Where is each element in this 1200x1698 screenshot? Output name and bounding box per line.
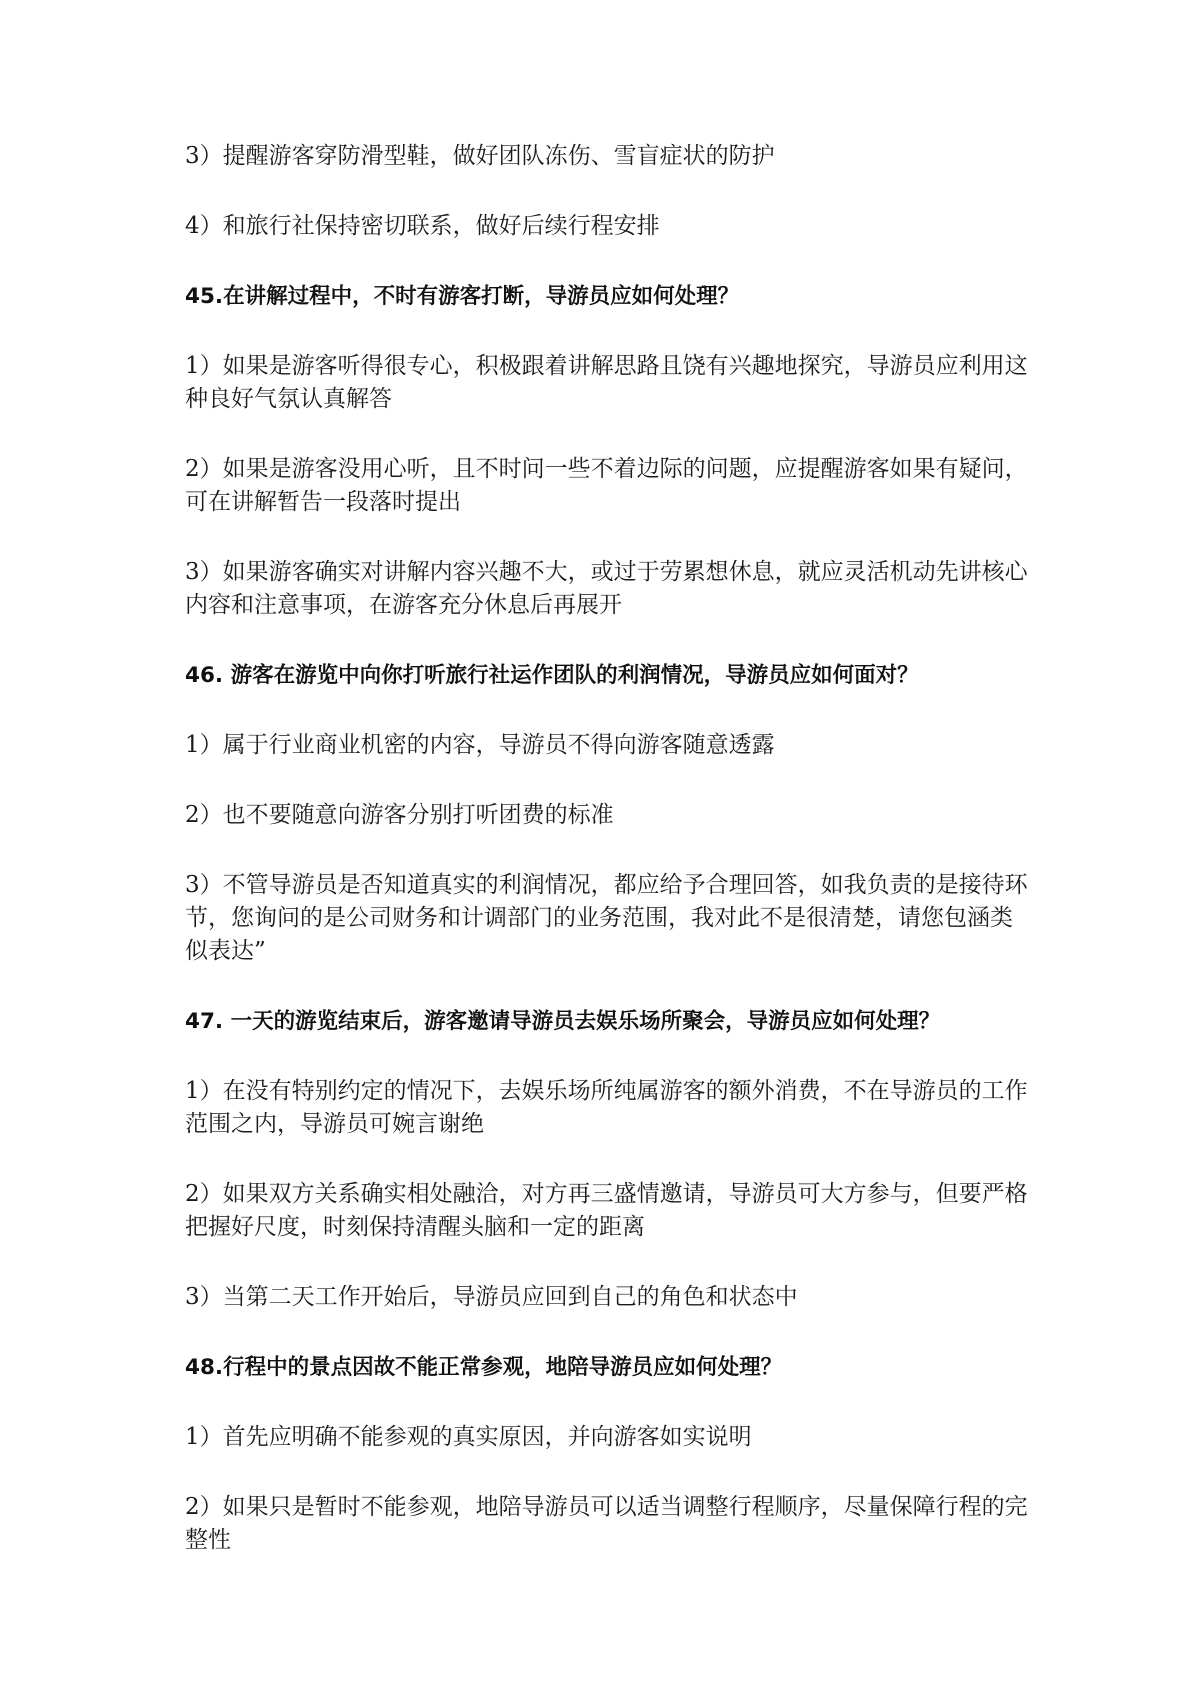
- answer-item: 3）如果游客确实对讲解内容兴趣不大，或过于劳累想休息，就应灵活机动先讲核心内容和注意事项，在游客充分休息后再展开: [185, 559, 1028, 618]
- answer-item: 1）在没有特别约定的情况下，去娱乐场所纯属游客的额外消费，不在导游员的工作范围之内，导游员可婉言谢绝: [185, 1078, 1028, 1137]
- answer-item: 4）和旅行社保持密切联系，做好后续行程安排: [185, 213, 660, 239]
- answer-item: 2）如果双方关系确实相处融洽，对方再三盛情邀请，导游员可大方参与，但要严格把握好尺度，时刻保持清醒头脑和一定的距离: [185, 1181, 1028, 1240]
- answer-item: 1）属于行业商业机密的内容，导游员不得向游客随意透露: [185, 732, 775, 758]
- question-heading: 48.行程中的景点因故不能正常参观，地陪导游员应如何处理？: [185, 1355, 783, 1380]
- answer-item: 2）如果只是暂时不能参观，地陪导游员可以适当调整行程顺序，尽量保障行程的完整性: [185, 1494, 1028, 1553]
- answer-item: 3）不管导游员是否知道真实的利润情况，都应给予合理回答，如我负责的是接待环节，您询问的是公司财务和计调部门的业务范围，我对此不是很清楚，请您包涵类似表达”: [185, 872, 1028, 964]
- answer-item: 2）也不要随意向游客分别打听团费的标准: [185, 802, 614, 828]
- answer-item: 2）如果是游客没用心听，且不时问一些不着边际的问题，应提醒游客如果有疑问，可在讲解暂告一段落时提出: [185, 456, 1028, 515]
- question-heading: 47. 一天的游览结束后，游客邀请导游员去娱乐场所聚会，导游员应如何处理？: [185, 1009, 941, 1034]
- answer-item: 1）首先应明确不能参观的真实原因，并向游客如实说明: [185, 1424, 752, 1450]
- question-heading: 45.在讲解过程中，不时有游客打断，导游员应如何处理？: [185, 284, 740, 309]
- document-page: [185, 140, 1035, 1594]
- answer-item: 1）如果是游客听得很专心，积极跟着讲解思路且饶有兴趣地探究，导游员应利用这种良好气氛认真解答: [185, 353, 1028, 412]
- answer-item: 3）提醒游客穿防滑型鞋，做好团队冻伤、雪盲症状的防护: [185, 143, 775, 169]
- question-heading: 46. 游客在游览中向你打听旅行社运作团队的利润情况，导游员应如何面对？: [185, 663, 919, 688]
- answer-item: 3）当第二天工作开始后，导游员应回到自己的角色和状态中: [185, 1284, 798, 1310]
